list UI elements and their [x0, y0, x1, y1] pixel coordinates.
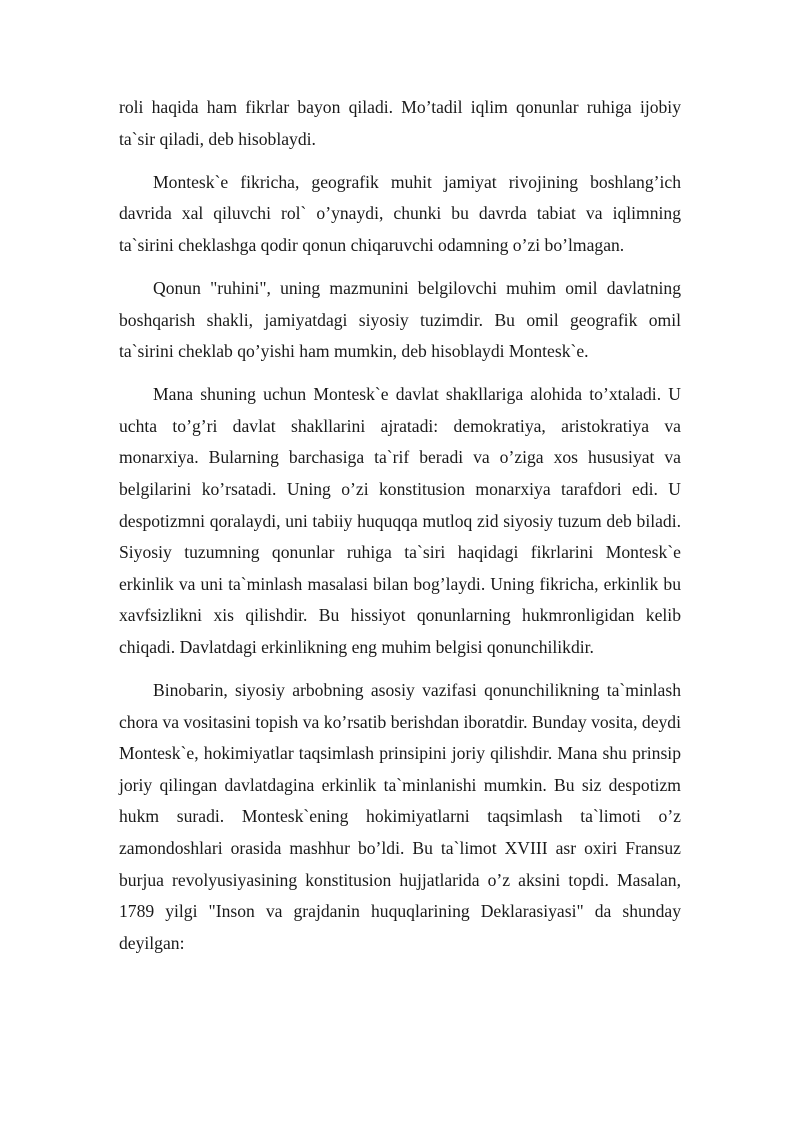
document-page [119, 92, 681, 971]
paragraph-4: Mana shuning uchun Montesk`e davlat shakllariga alohida to’xtaladi. U uchta to’g’ri davlat shakllarini ajratadi: demokratiya, aristokratiya va monarxiya. Bularning barchasiga ta`rif beradi va o’ziga xos hususiyat va belgilarini ko’rsatadi. Uning o’zi konstitusion monarxiya tarafdori edi. U despotizmni qoralaydi, uni tabiiy huquqqa mutloq zid siyosiy tuzum deb biladi. Siyosiy tuzumning qonunlar ruhiga ta`siri haqidagi fikrlarini Montesk`e erkinlik va uni ta`minlash masalasi bilan bog’laydi. Uning fikricha, erkinlik bu xavfsizlikni xis qilishdir. Bu hissiyot qonunlarning hukmronligidan kelib chiqadi. Davlatdagi erkinlikning eng muhim belgisi qonunchilikdir. [119, 384, 681, 657]
paragraph-2: Montesk`e fikricha, geografik muhit jamiyat rivojining boshlang’ich davrida xal qiluvchi rol` o’ynaydi, chunki bu davrda tabiat va iqlimning ta`sirini cheklashga qodir qonun chiqaruvchi odamning o’zi bo’lmagan. [119, 171, 681, 255]
paragraph-3: Qonun "ruhini", uning mazmunini belgilovchi muhim omil davlatning boshqarish shakli, jamiyatdagi siyosiy tuzimdir. Bu omil geografik omil ta`sirini cheklab qo’yishi ham mumkin, deb hisoblaydi Montesk`e. [119, 277, 681, 362]
paragraph-1: roli haqida ham fikrlar bayon qiladi. Mo’tadil iqlim qonunlar ruhiga ijobiy ta`sir qiladi, deb hisoblaydi. [119, 97, 681, 149]
paragraph-5: Binobarin, siyosiy arbobning asosiy vazifasi qonunchilikning ta`minlash chora va vositasini topish va ko’rsatib berishdan iboratdir. Bunday vosita, deydi Montesk`e, hokimiyatlar taqsimlash prinsipini joriy qilishdir. Mana shu prinsip joriy qilingan davlatdagina erkinlik ta`minlanishi mumkin. Bu siz despotizm hukm suradi. Montesk`ening hokimiyatlarni taqsimlash ta`limoti o’z zamondoshlari orasida mashhur bo’ldi. Bu ta`limot XVIII asr oxiri Fransuz burjua revolyusiyasining konstitusion hujjatlarida o’z aksini topdi. Masalan, 1789 yilgi "Inson va grajdanin huquqlarining Deklarasiyasi" da shunday deyilgan: [119, 680, 681, 953]
